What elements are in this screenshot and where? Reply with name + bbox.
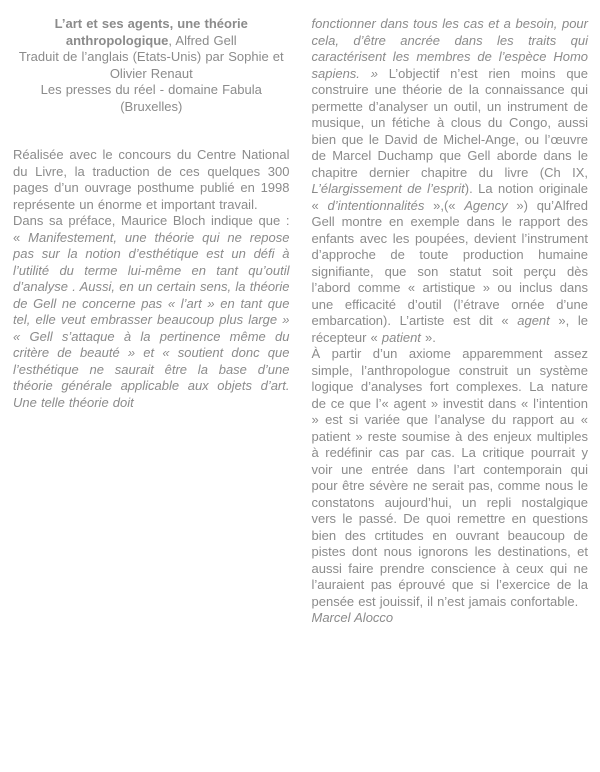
text-run: L’objectif n’est rien moins que construire une théorie de la connaissance qui permette d’analyser un outil, un instrument de musique, un fétiche à clous du Congo, aussi bien que le David de Michel-Ange, ou l’œuvre de Marcel Duchamp que Gell aborde dans le chapitre dernier chapitre du livre (Ch IX,	[311, 65, 589, 180]
text-run: À partir d’un axiome apparemment assez simple, l’anthropologue construit un système logique d’analyses fort complexes. La nature de ce que l’« agent » investit dans « l’intention » est si variée que l’analyse du rapport au « patient » reste soumise à des enjeux multiples à redéfinir cas par cas. La critique pourrait y voir une entrée dans l’art contemporain qui pour être sévère ne serait pas, comme nous le constatons aujourd’hui, un repli nostalgique vers le passé. De quoi remettre en questions bien des crtitudes en ouvrant beaucoup de pistes dont nous ignorons les destinations, et aussi faire prendre conscience à ceux qui ne l’auraient pas éprouvé que si l’exercice de la pensée est jouissif, il n’est jamais confortable.	[311, 346, 588, 609]
text-run: ».	[420, 329, 436, 345]
text-run: ») qu’Alfred Gell montre en exemple dans le rapport des enfants avec les poupées, devient l’instrument d’approche de toute production humaine signifiante, que son statut soit perçu dès l’abord comme « artistique » ou inclus dans une efficacité d’outil (l’étrave ornée d’une embarcation). L’artiste est dit «	[311, 197, 588, 328]
signature	[312, 610, 589, 627]
text-run: d’intentionnalités	[327, 197, 425, 213]
left-column	[13, 16, 290, 762]
text-run: agent	[517, 313, 550, 328]
text-run: fonctionner dans tous les cas et a besoin, pour cela, d’être ancrée dans les traits qui caractérisent les membres de l’espèce Homo sapiens. »	[311, 16, 588, 81]
text-run: Marcel Alocco	[311, 610, 394, 625]
text-run: L’élargissement de l’esprit	[311, 181, 465, 196]
book-translation-line: Traduit de l’anglais (Etats-Unis) par Sophie et Olivier Renaut	[18, 49, 284, 81]
analysis-paragraph	[312, 346, 589, 610]
text-run: Manifestement, une théorie qui ne repose pas sur la notion d’esthétique est un défi à l’utilité du terme lui-même en tant qu’outil d’analyse . Aussi, en un certain sens, la théorie de Gell ne concerne pas « l’art » en tant que tel, elle veut embrasser beaucoup plus large » « Gell s’attaque à la pertinence même du critère de beauté » et « soutient donc que l’esthétique ne saurait être la base d’une théorie générale applicable aux objets d’art. Une telle théorie doit	[13, 229, 290, 410]
text-run: »,(«	[424, 197, 465, 213]
bloch-quote-paragraph	[13, 213, 290, 411]
text-run: Réalisée avec le concours du Centre National du Livre, la traduction de ces quelques 300 pages d’un ouvrage posthume publié en 1998 représente un énorme et important travail.	[13, 147, 290, 212]
text-run: patient	[381, 329, 421, 345]
book-title: L’art et ses agents, une théorie anthropologique	[54, 16, 248, 48]
text-run: », le récepteur «	[311, 313, 588, 345]
book-title-line	[13, 16, 290, 49]
quote-continuation-paragraph	[312, 16, 589, 346]
intro-paragraph	[13, 147, 290, 213]
book-publisher-line: Les presses du réel - domaine Fabula (Bruxelles)	[40, 82, 262, 114]
text-run: Dans sa préface, Maurice Bloch indique que : «	[13, 213, 290, 245]
book-header	[13, 16, 290, 115]
text-run: ). La notion originale «	[311, 181, 588, 213]
right-column	[312, 16, 589, 762]
book-author: , Alfred Gell	[168, 32, 237, 48]
text-run: Agency	[464, 197, 508, 213]
